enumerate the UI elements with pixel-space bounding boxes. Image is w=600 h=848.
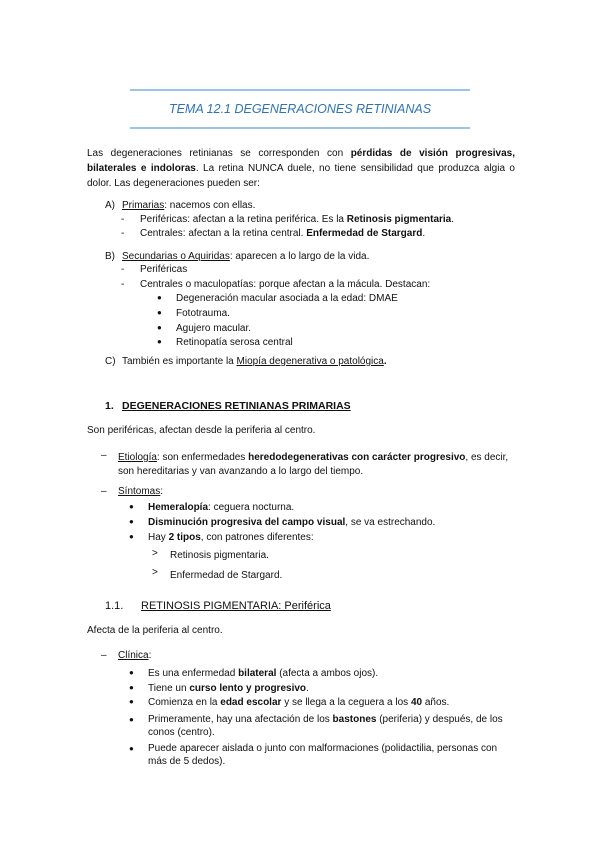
list-a-dash-1: - Periféricas: afectan a la retina periférica. Es la Retinosis pigmentaria. bbox=[140, 214, 454, 225]
list-item: ● Degeneración macular asociada a la edad: DMAE bbox=[176, 293, 398, 304]
etiologia-line-2: son hereditarias y van avanzando a lo largo del tiempo. bbox=[118, 466, 364, 477]
sintomas-dash: – bbox=[101, 486, 107, 497]
list-item-a: A) Primarias: nacemos con ellas. bbox=[105, 200, 256, 211]
list-item: ● Hemeralopía: ceguera nocturna. bbox=[148, 502, 294, 513]
list-item-b: B) Secundarias o Aquiridas: aparecen a lo largo de la vida. bbox=[105, 251, 370, 262]
list-a-dash-2: - Centrales: afectan a la retina central. Enfermedad de Stargard. bbox=[140, 228, 425, 239]
list-item-continued: conos (centro). bbox=[148, 727, 215, 738]
section-1-heading: 1. DEGENERACIONES RETINIANAS PRIMARIAS bbox=[105, 400, 351, 412]
list-item: ● Es una enfermedad bilateral (afecta a ambos ojos). bbox=[148, 668, 378, 679]
tipo-1: Retinosis pigmentaria. bbox=[170, 550, 269, 561]
list-item: ● Comienza en la edad escolar y se llega a la ceguera a los 40 años. bbox=[148, 697, 449, 708]
list-item: ● Disminución progresiva del campo visual, se va estrechando. bbox=[148, 517, 435, 528]
clinica-dash: – bbox=[101, 650, 107, 661]
tipo-2: Enfermedad de Stargard. bbox=[170, 570, 283, 581]
list-item-continued: más de 5 dedos). bbox=[148, 756, 226, 767]
list-item: ● Tiene un curso lento y progresivo. bbox=[148, 683, 309, 694]
secundarias-label: Secundarias o Aquiridas bbox=[122, 251, 230, 262]
clinica-label: Clínica: bbox=[118, 650, 152, 661]
title-rule-bottom bbox=[130, 127, 470, 129]
list-b-dash-2: - Centrales o maculopatías: porque afectan a la mácula. Destacan: bbox=[140, 279, 430, 290]
title-rule-top bbox=[130, 89, 470, 91]
etiologia-dash: – bbox=[101, 450, 107, 461]
list-item: ● Hay 2 tipos, con patrones diferentes: bbox=[148, 532, 314, 543]
sintomas-label: Síntomas: bbox=[118, 486, 164, 497]
arrow-icon: > bbox=[152, 548, 158, 559]
section-1-intro: Son periféricas, afectan desde la periferia al centro. bbox=[87, 425, 316, 436]
page-title: TEMA 12.1 DEGENERACIONES RETINIANAS bbox=[168, 102, 432, 116]
list-item: ● Fototrauma. bbox=[176, 308, 230, 319]
primarias-label: Primarias bbox=[122, 200, 165, 211]
list-item: ● Puede aparecer aislada o junto con malformaciones (polidactilia, personas con bbox=[148, 741, 515, 756]
list-item: ● Primeramente, hay una afectación de los bastones (periferia) y después, de los bbox=[148, 712, 515, 727]
list-item: ● Retinopatía serosa central bbox=[176, 337, 293, 348]
etiologia-paragraph: Etiología: son enfermedades heredodegenerativas con carácter progresivo, es decir, bbox=[118, 452, 509, 463]
intro-paragraph: Las degeneraciones retinianas se corresponden con pérdidas de visión progresivas, bilaterales e indoloras. La retina NUNCA duele, no tiene sensibilidad que produzca algia o dolor. Las degeneraciones pueden ser: bbox=[87, 148, 516, 189]
list-item: ● Agujero macular. bbox=[176, 323, 251, 334]
section-1-1-intro: Afecta de la periferia al centro. bbox=[87, 625, 223, 636]
list-b-dash-1: - Periféricas bbox=[140, 264, 187, 275]
arrow-icon: > bbox=[152, 567, 158, 578]
list-item-c: C) También es importante la Miopía degenerativa o patológica. bbox=[105, 356, 387, 367]
miopia-label: Miopía degenerativa o patológica bbox=[236, 356, 384, 367]
section-1-1-heading: 1.1. RETINOSIS PIGMENTARIA: Periférica bbox=[105, 600, 331, 612]
